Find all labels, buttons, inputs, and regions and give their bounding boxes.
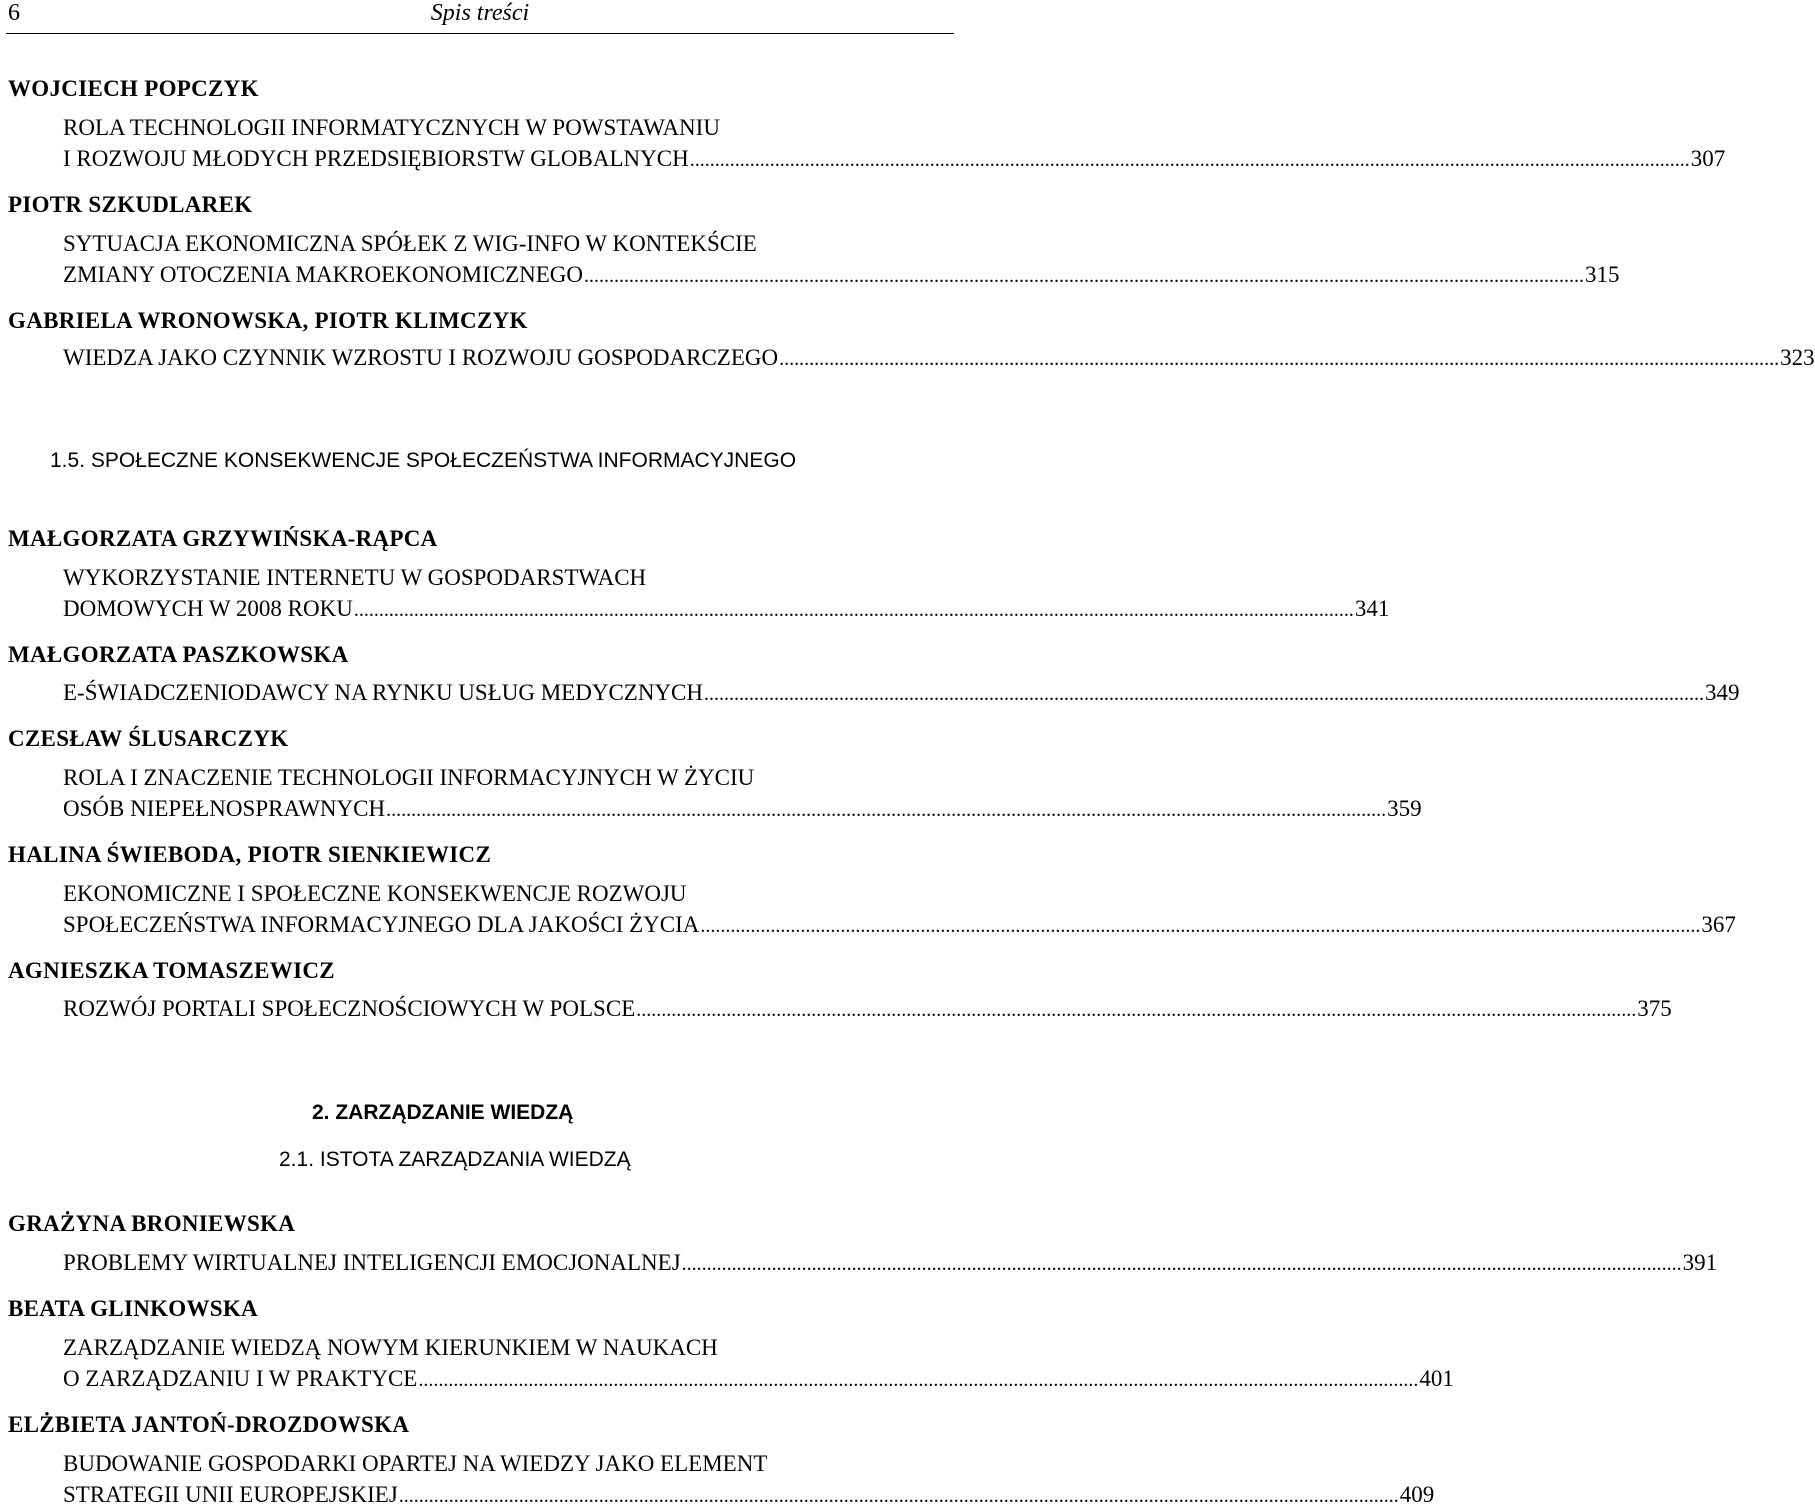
toc-page-number: 315 bbox=[1585, 262, 1620, 287]
toc-page-number: 391 bbox=[1682, 1250, 1718, 1275]
toc-title-last-line bbox=[63, 596, 1390, 622]
running-title: Spis treści bbox=[430, 0, 530, 26]
toc-author: BEATA GLINKOWSKA bbox=[8, 1296, 258, 1321]
toc-title-last-line bbox=[63, 796, 1422, 822]
chapter-heading: 2. ZARZĄDZANIE WIEDZĄ bbox=[312, 1101, 574, 1124]
toc-title-last-line bbox=[63, 1250, 1718, 1276]
toc-page-number: 367 bbox=[1701, 912, 1736, 937]
toc-title-last-line bbox=[63, 680, 1740, 706]
toc-title-line: ZARZĄDZANIE WIEDZĄ NOWYM KIERUNKIEM W NAUKACH bbox=[63, 1335, 718, 1360]
toc-title-text: OSÓB NIEPEŁNOSPRAWNYCH bbox=[63, 796, 386, 821]
toc-title-last-line bbox=[63, 1366, 1454, 1392]
toc-title-line: BUDOWANIE GOSPODARKI OPARTEJ NA WIEDZY JAKO ELEMENT bbox=[63, 1451, 768, 1476]
toc-author: WOJCIECH POPCZYK bbox=[8, 76, 259, 101]
toc-title-text: PROBLEMY WIRTUALNEJ INTELIGENCJI EMOCJONALNEJ bbox=[63, 1250, 681, 1275]
page-header bbox=[0, 0, 960, 38]
toc-title-text: WIEDZA JAKO CZYNNIK WZROSTU I ROZWOJU GOSPODARCZEGO bbox=[63, 345, 779, 370]
toc-title-last-line bbox=[63, 345, 1815, 371]
toc-title-line: WYKORZYSTANIE INTERNETU W GOSPODARSTWACH bbox=[63, 565, 647, 590]
section-heading: 2.1. ISTOTA ZARZĄDZANIA WIEDZĄ bbox=[279, 1148, 631, 1171]
toc-title-last-line bbox=[63, 1482, 1435, 1508]
dot-leader: ........................................................................................................................................................................................................ bbox=[704, 683, 1705, 705]
toc-page-number: 375 bbox=[1637, 996, 1672, 1021]
section-heading: 1.5. SPOŁECZNE KONSEKWENCJE SPOŁECZEŃSTWA INFORMACYJNEGO bbox=[50, 449, 797, 472]
dot-leader: ........................................................................................................................................................................................................ bbox=[398, 1485, 1399, 1507]
toc-title-last-line bbox=[63, 262, 1620, 288]
toc-title-last-line bbox=[63, 912, 1736, 938]
toc-author: MAŁGORZATA PASZKOWSKA bbox=[8, 642, 349, 667]
dot-leader: ........................................................................................................................................................................................................ bbox=[689, 149, 1690, 171]
dot-leader: ........................................................................................................................................................................................................ bbox=[700, 915, 1701, 937]
toc-author: ELŻBIETA JANTOŃ-DROZDOWSKA bbox=[8, 1412, 410, 1437]
toc-page-number: 359 bbox=[1387, 796, 1422, 821]
toc-page-number: 307 bbox=[1690, 146, 1726, 171]
dot-leader: ........................................................................................................................................................................................................ bbox=[636, 999, 1637, 1021]
toc-title-text: ROZWÓJ PORTALI SPOŁECZNOŚCIOWYCH W POLSCE bbox=[63, 996, 636, 1021]
dot-leader: ........................................................................................................................................................................................................ bbox=[418, 1369, 1419, 1391]
toc-page-number: 349 bbox=[1705, 680, 1740, 705]
header-rule bbox=[6, 33, 954, 34]
toc-title-text: SPOŁECZEŃSTWA INFORMACYJNEGO DLA JAKOŚCI ŻYCIA bbox=[63, 912, 700, 937]
toc-title-last-line bbox=[63, 996, 1672, 1022]
toc-author: GABRIELA WRONOWSKA, PIOTR KLIMCZYK bbox=[8, 308, 528, 333]
page-number: 6 bbox=[8, 0, 20, 26]
toc-title-line: EKONOMICZNE I SPOŁECZNE KONSEKWENCJE ROZWOJU bbox=[63, 881, 687, 906]
toc-author: PIOTR SZKUDLAREK bbox=[8, 192, 253, 217]
dot-leader: ........................................................................................................................................................................................................ bbox=[584, 265, 1585, 287]
toc-author: AGNIESZKA TOMASZEWICZ bbox=[8, 958, 335, 983]
toc-title-text: ZMIANY OTOCZENIA MAKROEKONOMICZNEGO bbox=[63, 262, 584, 287]
toc-author: GRAŻYNA BRONIEWSKA bbox=[8, 1211, 296, 1236]
toc-title-line: ROLA I ZNACZENIE TECHNOLOGII INFORMACYJNYCH W ŻYCIU bbox=[63, 765, 755, 790]
dot-leader: ........................................................................................................................................................................................................ bbox=[681, 1253, 1682, 1275]
toc-author: HALINA ŚWIEBODA, PIOTR SIENKIEWICZ bbox=[8, 842, 492, 867]
toc-title-text: O ZARZĄDZANIU I W PRAKTYCE bbox=[63, 1366, 418, 1391]
toc-title-text: DOMOWYCH W 2008 ROKU bbox=[63, 596, 353, 621]
toc-page-number: 401 bbox=[1419, 1366, 1454, 1391]
toc-title-last-line bbox=[63, 146, 1726, 172]
toc-author: MAŁGORZATA GRZYWIŃSKA-RĄPCA bbox=[8, 526, 438, 551]
toc-page-number: 323 bbox=[1780, 345, 1815, 370]
toc-title-text: E-ŚWIADCZENIODAWCY NA RYNKU USŁUG MEDYCZNYCH bbox=[63, 680, 704, 705]
toc-page-number: 341 bbox=[1354, 596, 1390, 621]
toc-page-number: 409 bbox=[1399, 1482, 1435, 1507]
dot-leader: ........................................................................................................................................................................................................ bbox=[386, 799, 1387, 821]
dot-leader: ........................................................................................................................................................................................................ bbox=[353, 599, 1354, 621]
dot-leader: ........................................................................................................................................................................................................ bbox=[779, 348, 1780, 370]
toc-title-text: STRATEGII UNII EUROPEJSKIEJ bbox=[63, 1482, 398, 1507]
toc-title-text: I ROZWOJU MŁODYCH PRZEDSIĘBIORSTW GLOBALNYCH bbox=[63, 146, 689, 171]
toc-title-line: ROLA TECHNOLOGII INFORMATYCZNYCH W POWSTAWANIU bbox=[63, 115, 720, 140]
toc-title-line: SYTUACJA EKONOMICZNA SPÓŁEK Z WIG-INFO W KONTEKŚCIE bbox=[63, 231, 757, 256]
toc-author: CZESŁAW ŚLUSARCZYK bbox=[8, 726, 289, 751]
